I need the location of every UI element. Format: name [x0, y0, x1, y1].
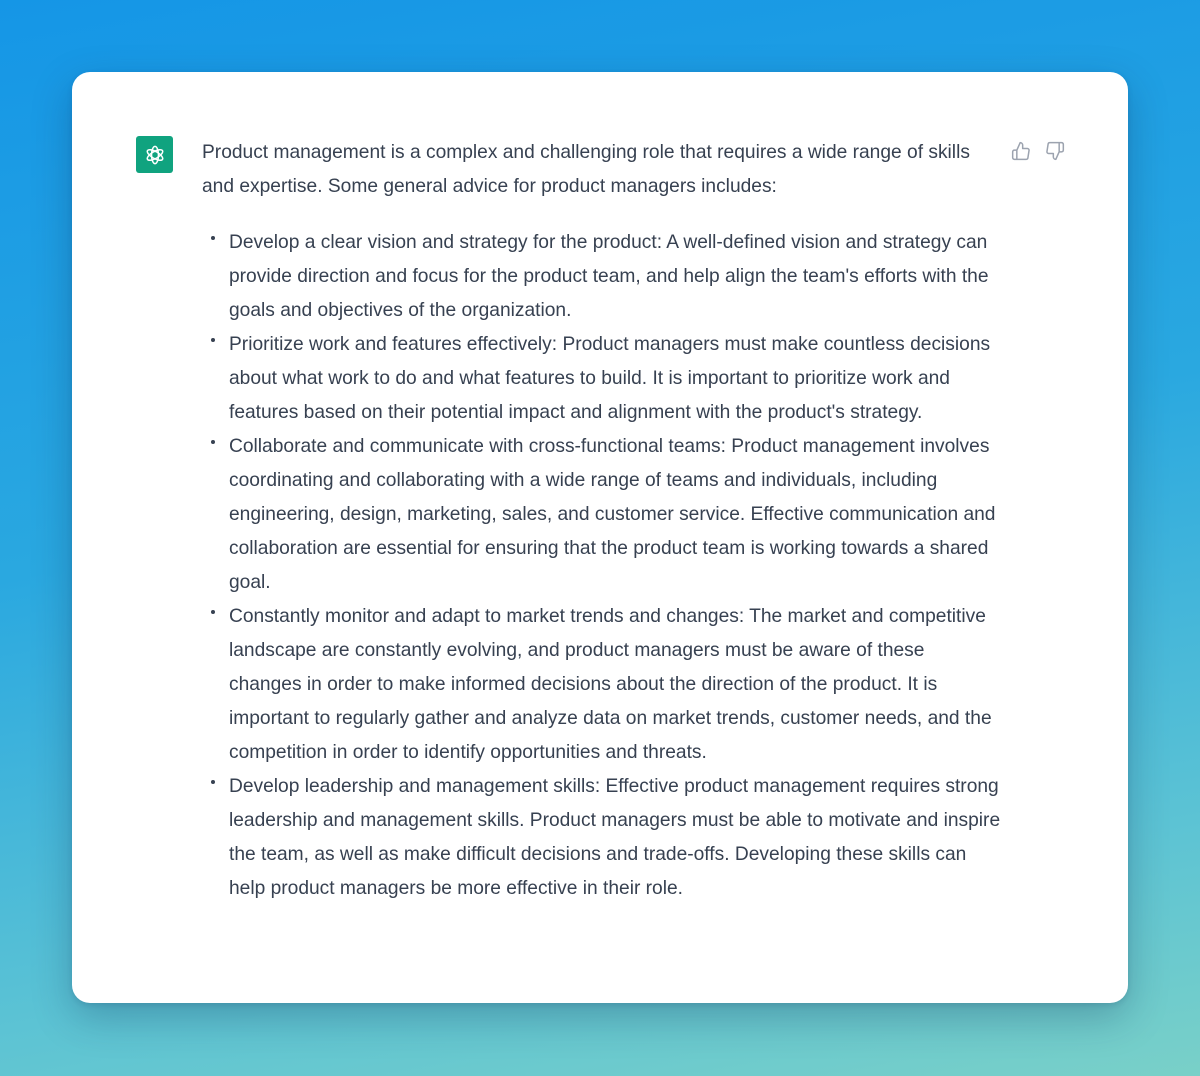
list-item: Develop a clear vision and strategy for the product: A well-defined vision and strategy can provide direction and focus for the product team, and help align the team's efforts with the goals and objectives of the organization.	[202, 226, 1002, 328]
thumbs-up-icon	[1011, 141, 1031, 161]
thumbs-down-button[interactable]	[1042, 138, 1068, 164]
list-item: Collaborate and communicate with cross-functional teams: Product management involves coordinating and collaborating with a wide range of teams and individuals, including engineering, design, marketing, sales, and customer service. Effective communication and collaboration are essential for ensuring that the product team is working towards a shared goal.	[202, 430, 1002, 600]
openai-logo-icon	[142, 142, 168, 168]
chat-response-card	[72, 72, 1128, 1003]
advice-list	[202, 226, 1002, 906]
list-item: Develop leadership and management skills: Effective product management requires strong leadership and management skills. Product managers must be able to motivate and inspire the team, as well as make difficult decisions and trade-offs. Developing these skills can help product managers be more effective in their role.	[202, 770, 1002, 906]
thumbs-up-button[interactable]	[1008, 138, 1034, 164]
message-intro: Product management is a complex and challenging role that requires a wide range of skills and expertise. Some general advice for product managers includes:	[202, 142, 970, 197]
assistant-message	[202, 136, 1002, 906]
thumbs-down-icon	[1045, 141, 1065, 161]
list-item: Prioritize work and features effectively: Product managers must make countless decisions about what work to do and what features to build. It is important to prioritize work and features based on their potential impact and alignment with the product's strategy.	[202, 328, 1002, 430]
list-item: Constantly monitor and adapt to market trends and changes: The market and competitive landscape are constantly evolving, and product managers must be aware of these changes in order to make informed decisions about the direction of the product. It is important to regularly gather and analyze data on market trends, customer needs, and the competition in order to identify opportunities and threats.	[202, 600, 1002, 770]
assistant-avatar	[136, 136, 173, 173]
